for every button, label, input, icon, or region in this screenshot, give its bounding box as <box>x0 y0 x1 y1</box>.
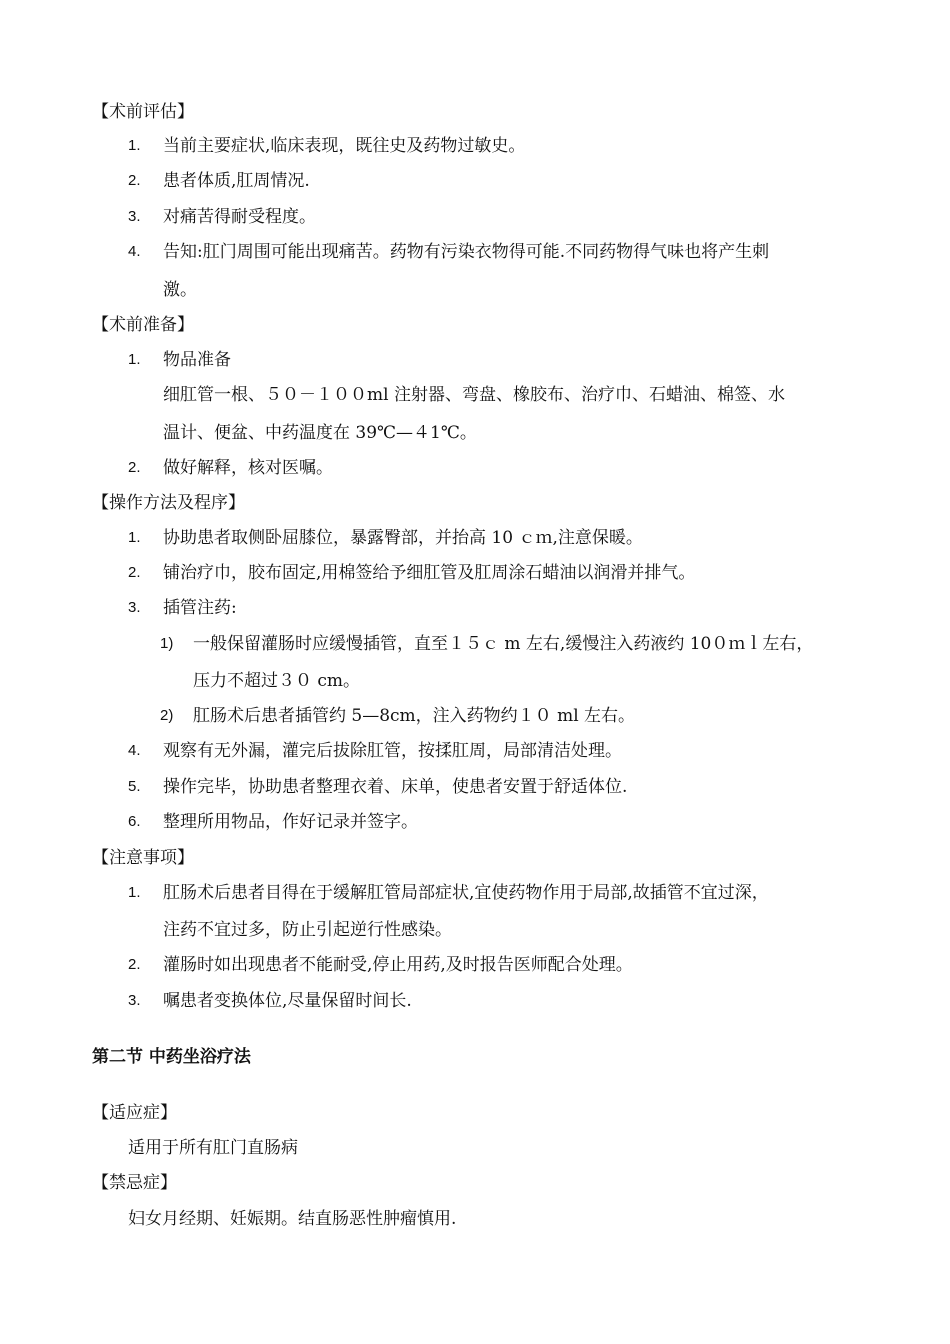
indications-text: 适用于所有肛门直肠病 <box>128 1138 298 1158</box>
list-number: 2. <box>128 172 141 189</box>
contraindications-text: 妇女月经期、妊娠期。结直肠恶性肿瘤慎用. <box>128 1209 457 1229</box>
list-number: 6. <box>128 813 141 830</box>
sub-list-text: 肛肠术后患者插管约 5—8cm，注入药物约１０ ml 左右。 <box>193 706 636 726</box>
sub-list-text: 一般保留灌肠时应缓慢插管，直至１５ｃ m 左右,缓慢注入药液约 10０ｍｌ左右， <box>193 634 814 654</box>
list-text: 肛肠术后患者目得在于缓解肛管局部症状,宜使药物作用于局部,故插管不宜过深， <box>163 883 769 903</box>
list-text-continuation: 激。 <box>163 280 197 300</box>
list-number: 2. <box>128 956 141 973</box>
list-text: 协助患者取侧卧屈膝位，暴露臀部，并抬高 10 ｃｍ,注意保暖。 <box>163 528 643 548</box>
list-text: 灌肠时如出现患者不能耐受,停止用药,及时报告医师配合处理。 <box>163 955 633 975</box>
list-number: 3. <box>128 208 141 225</box>
list-text: 插管注药: <box>163 598 237 618</box>
list-text: 做好解释，核对医嘱。 <box>163 458 333 478</box>
list-number: 4. <box>128 243 141 260</box>
list-number: 4. <box>128 742 141 759</box>
sub-list-number: 2) <box>160 707 174 724</box>
list-text: 操作完毕，协助患者整理衣着、床单，使患者安置于舒适体位. <box>163 777 628 797</box>
list-text: 观察有无外漏，灌完后拔除肛管，按揉肛周，局部清洁处理。 <box>163 741 622 761</box>
list-number: 1. <box>128 884 141 901</box>
section-title: 第二节 中药坐浴疗法 <box>92 1047 251 1067</box>
list-number: 3. <box>128 992 141 1009</box>
list-text-continuation: 注药不宜过多，防止引起逆行性感染。 <box>163 920 452 940</box>
list-text: 当前主要症状,临床表现，既往史及药物过敏史。 <box>163 136 526 156</box>
list-text: 铺治疗巾，胶布固定,用棉签给予细肛管及肛周涂石蜡油以润滑并排气。 <box>163 563 696 583</box>
list-number: 1. <box>128 351 141 368</box>
list-number: 1. <box>128 137 141 154</box>
supplies-list: 细肛管一根、５０－１００ml 注射器、弯盘、橡胶布、治疗巾、石蜡油、棉签、水 <box>163 385 785 405</box>
list-text: 物品准备 <box>163 350 231 370</box>
contraindications-heading: 【禁忌症】 <box>92 1173 177 1193</box>
supplies-list-continuation: 温计、便盆、中药温度在 39℃—４1℃。 <box>163 423 477 443</box>
list-number: 2. <box>128 459 141 476</box>
list-number: 1. <box>128 529 141 546</box>
list-number: 3. <box>128 599 141 616</box>
list-text: 整理所用物品，作好记录并签字。 <box>163 812 418 832</box>
list-text: 告知:肛门周围可能出现痛苦。药物有污染衣物得可能.不同药物得气味也将产生刺 <box>163 242 770 262</box>
sub-list-number: 1) <box>160 635 174 652</box>
pre-prep-heading: 【术前准备】 <box>92 315 194 335</box>
list-text: 患者体质,肛周情况. <box>163 171 310 191</box>
list-number: 2. <box>128 564 141 581</box>
sub-list-text-continuation: 压力不超过３０ cm。 <box>193 671 361 691</box>
procedure-heading: 【操作方法及程序】 <box>92 493 245 513</box>
indications-heading: 【适应症】 <box>92 1103 177 1123</box>
list-text: 嘱患者变换体位,尽量保留时间长. <box>163 991 412 1011</box>
pre-assess-heading: 【术前评估】 <box>92 102 194 122</box>
list-number: 5. <box>128 778 141 795</box>
notes-heading: 【注意事项】 <box>92 848 194 868</box>
list-text: 对痛苦得耐受程度。 <box>163 207 316 227</box>
